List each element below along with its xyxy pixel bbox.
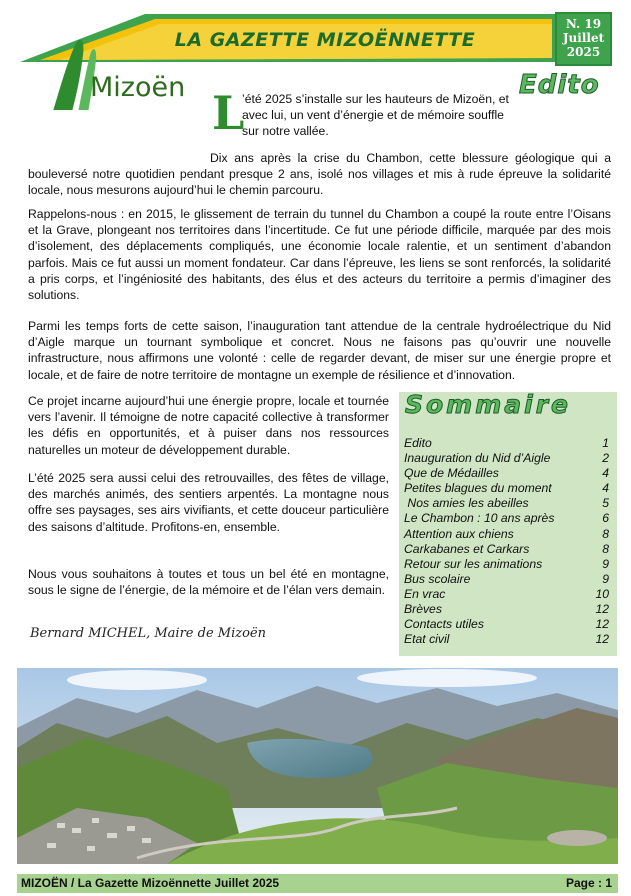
sommaire-item [404, 496, 609, 511]
issue-month: Juillet [562, 31, 605, 45]
issue-year: 2025 [566, 45, 601, 59]
edito-paragraph-1: ’été 2025 s’installe sur les hauteurs de Mizoën, et avec lui, un vent d’énergie et de mémoire souffle sur notre vallée. [242, 92, 509, 139]
edito-paragraph-3: Rappelons-nous : en 2015, le glissement de terrain du tunnel du Chambon a coupé la route entre l’Oisans et la Grave, plongeant nos territoires dans l’incertitude. Ce fut une période difficile, marquée par des mois d’isolement, des déplacements compliqués, une économie locale ralentie, et un sentiment d’abandon parfois. Mais ce fut aussi un moment fondateur. Car dans l’épreuve, les liens se sont renforcés, la solidarité a pris corps, et l’ingéniosité des habitants, des élus et des acteurs du territoire a permis d’imaginer des solutions. [28, 207, 611, 303]
sommaire-item-page: 9 [602, 556, 609, 571]
sommaire-item-label: Bus scolaire [404, 571, 471, 586]
sommaire-item-label: Carkabanes et Carkars [404, 541, 530, 556]
valley-panorama-photo [17, 668, 618, 864]
sommaire-item [404, 632, 609, 647]
sommaire-item-page: 12 [595, 617, 609, 632]
sommaire-item [404, 527, 609, 542]
sommaire-item [404, 587, 609, 602]
sommaire-box [399, 392, 617, 656]
sommaire-item-page: 9 [602, 571, 609, 586]
sommaire-item-label: Edito [404, 436, 432, 450]
sommaire-item-label: Attention aux chiens [404, 526, 514, 541]
page-footer [17, 874, 618, 893]
edito-paragraph-7: Nous vous souhaitons à toutes et tous un bel été en montagne, sous le signe de l’énergie, de la mémoire et de l’élan vers demain. [28, 567, 389, 598]
sommaire-item-page: 2 [602, 451, 609, 466]
sommaire-item-page: 5 [602, 496, 609, 511]
drop-cap: L [212, 86, 245, 140]
sommaire-item [404, 572, 609, 587]
edito-paragraph-2: Dix ans après la crise du Chambon, cette blessure géologique qui a bouleversé notre quotidien pendant presque 2 ans, isolé nos villages et mis à rude épreuve la solidarité locale, nous mesurons aujourd’hui le chemin parcouru. [28, 151, 611, 198]
sommaire-item-label: Contacts utiles [404, 617, 484, 632]
edito-paragraph-5: Ce projet incarne aujourd’hui une énergie propre, locale et tournée vers l’avenir. Il témoigne de notre capacité collective à transformer les défis en opportunités, et à puiser dans nos ressources naturelles un moteur de développement durable. [28, 394, 389, 457]
sommaire-heading: Sommaire [405, 390, 572, 419]
sommaire-item-label: En vrac [404, 586, 446, 601]
sommaire-item-label: Le Chambon : 10 ans après [404, 511, 555, 526]
sommaire-item [404, 542, 609, 557]
sommaire-item-page: 12 [595, 632, 609, 647]
footer-publication: MIZOËN / La Gazette Mizoënnette Juillet 2025 [21, 876, 280, 890]
sommaire-list [404, 436, 609, 647]
sommaire-item-page: 1 [602, 436, 609, 450]
mizoen-logo: Mizoën [90, 72, 186, 103]
sommaire-item [404, 481, 609, 496]
sommaire-item-label: Que de Médailles [404, 466, 499, 481]
issue-number: N. 19 [565, 17, 602, 31]
mayor-signature: Bernard MICHEL, Maire de Mizoën [30, 626, 266, 641]
sommaire-item-page: 12 [595, 602, 609, 617]
sommaire-item [404, 602, 609, 617]
sommaire-item [404, 511, 609, 526]
sommaire-item-label: Petites blagues du moment [404, 481, 552, 496]
issue-badge [555, 12, 612, 66]
sommaire-item [404, 617, 609, 632]
sommaire-item-page: 8 [602, 541, 609, 556]
sommaire-item [404, 557, 609, 572]
sommaire-item [404, 466, 609, 481]
sommaire-item-page: 4 [602, 481, 609, 496]
edito-paragraph-6: L’été 2025 sera aussi celui des retrouvailles, des fêtes de village, des marchés animés, des sentiers arpentés. La montagne nous offre ses paysages, ses airs vivifiants, et cette douceur particulière des saisons d’altitude. Profitons-en, ensemble. [28, 471, 389, 534]
edito-paragraph-4: Parmi les temps forts de cette saison, l’inauguration tant attendue de la centrale hydroélectrique du Nid d’Aigle marque un tournant symbolique et concret. Nous ne faisons pas qu’ouvrir une nouvelle infrastructure, nous affirmons une volonté : celle de regarder devant, de miser sur une énergie propre et locale, et de faire de notre territoire de montagne un exemple de résilience et d’innovation. [28, 319, 611, 382]
sommaire-item-page: 4 [602, 466, 609, 481]
sommaire-item-page: 10 [595, 586, 609, 601]
footer-page-number: Page : 1 [565, 876, 612, 890]
sommaire-item-label: Nos amies les abeilles [404, 496, 529, 511]
sommaire-item-label: Inauguration du Nid d’Aigle [404, 451, 551, 466]
sommaire-item [404, 436, 609, 451]
edito-heading: Edito [519, 70, 600, 100]
sommaire-item-label: Etat civil [404, 632, 450, 647]
gazette-title: LA GAZETTE MIZOËNNETTE [174, 29, 476, 51]
sommaire-item-page: 8 [602, 526, 609, 541]
sommaire-item [404, 451, 609, 466]
sommaire-item-page: 6 [602, 511, 609, 526]
sommaire-item-label: Brèves [404, 602, 442, 617]
sommaire-item-label: Retour sur les animations [404, 556, 543, 571]
